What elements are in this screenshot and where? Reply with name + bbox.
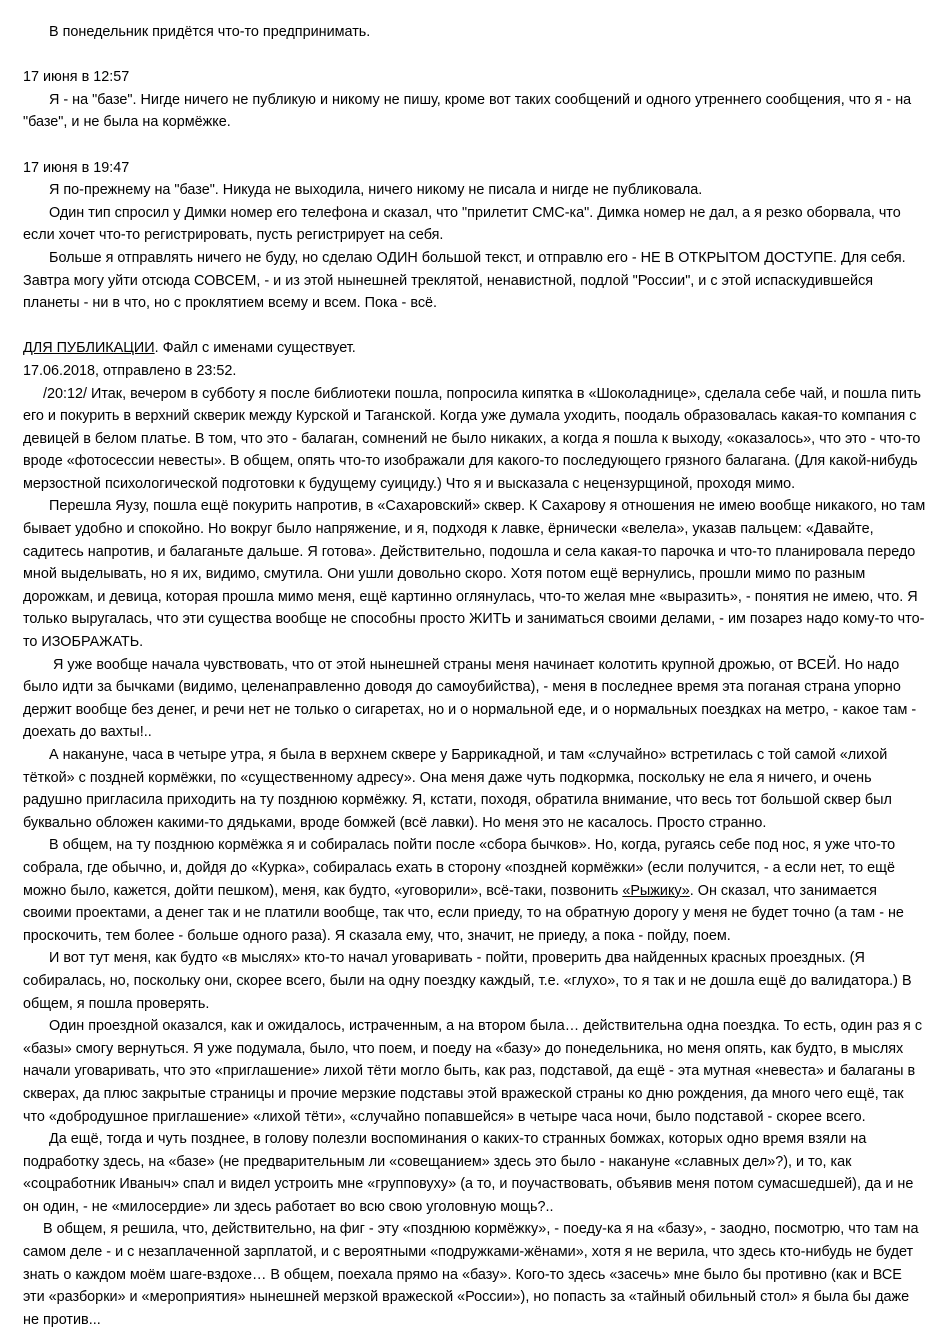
story-paragraph-text: В общем, на ту позднюю кормёжка я и собиралась пойти после «сбора бычков». Но, когда, ругаясь себе под нос, я уже что-то собрала, где обычно, и, дойдя до «Курка», собиралась ехать в сторону «поздней кормёжки» (если получится, - а если нет, то ещё можно было, кажется, дойти пешком), меня, как будто, «уговорили», всё-таки, позвонить <box>23 837 896 899</box>
intro-text: В понедельник придётся что-то предпринимать. <box>49 24 371 40</box>
story-paragraph: Я уже вообще начала чувствовать, что от этой нынешней страны меня начинает колотить крупной дрожью, от ВСЕЙ. Но надо было идти за бычками (видимо, целенаправленно доводя до самоубийства), - меня в последнее время эта поганая страна упорно держит вообще без денег, и речи нет не только о сигаретах, но и о нормальной еде, и о нормальных поездках на метро, - какое там - доехать до вахты!.. <box>23 656 917 741</box>
ryzhik-link[interactable]: «Рыжику» <box>622 882 690 899</box>
entry1-timestamp: 17 июня в 12:57 <box>23 69 130 86</box>
story-paragraph: В общем, я решила, что, действительно, на фиг - эту «позднюю кормёжку», - поеду-ка я на «базу», - заодно, посмотрю, что там на самом деле - и с незаплаченной зарплатой, и с вероятными «подружками-жёнами», хотя я не верила, что здесь кто-нибудь не будет знать о каждом моём шаге-вздохе… В общем, поехала прямо на «базу». Кого-то здесь «засечь» мне было бы противно (как и ВСЕ эти «разборки» и «мероприятия» нынешней мерзкой вражеской «России»), но попасть за «тайный обильный стол» я была бы даже не против... <box>23 1221 919 1328</box>
story-paragraph: Перешла Яузу, пошла ещё покурить напротив, в «Сахаровский» сквер. К Сахарову я отношения не имею вообще никакого, но там бывает удобно и спокойно. Но вокруг было напряжение, и я, подходя к лавке, ёрнически «велела», указав пальцем: «Давайте, садитесь напротив, и балаганьте дальше. Я готова». Действительно, подошла и села какая-то парочка и что-то планировала передо мной выделывать, но я их, видимо, смутила. Они ушли довольно скоро. Хотя потом ещё вернулись, прошли мимо по разным дорожкам, и девица, которая прошла мимо меня, ещё картинно оглянулась, что-то желая мне «выразить», - понятия не имею, что. Я только выругалась, что эти существа вообще не способны просто ЖИТЬ и заниматься своими делами, - им позарез надо кому-то что-то ИЗОБРАЖАТЬ. <box>23 498 926 651</box>
entry2-timestamp: 17 июня в 19:47 <box>23 159 130 176</box>
story-paragraph: Один проездной оказался, как и ожидалось, истраченным, а на втором была… действительна одна поездка. То есть, один раз я с «базы» смогу вернуться. Я уже подумала, было, что поем, и поеду на «базу» до понедельника, но меня опять, как будто, в мыслях начали уговаривать, что это «приглашение» лихой тёти могло быть, как раз, подставой, да ещё - эта мутная «невеста» и балаганы в скверах, да плюс закрытые страницы и прочие мерзкие подставы этой вражеской страны ко дню рождения, да много чего ещё, так что «добродушное приглашение» «лихой тёти», «случайно попавшейся» в четыре часа ночи, было подставой - скорее всего. <box>23 1018 923 1125</box>
spacer <box>23 315 926 338</box>
entry2-paragraph: Я по-прежнему на "базе". Никуда не выходила, ничего никому не писала и нигде не публиковала. <box>49 182 703 199</box>
publication-heading <box>23 337 926 360</box>
spacer <box>23 134 926 157</box>
publication-date: 17.06.2018, отправлено в 23:52. <box>23 362 237 379</box>
story-paragraph-text: . Он сказал, что занимается своими проектами, а денег так и не платили вообще, так что, если приеду, то на обратную дорогу у меня не будет точно (а там - не проскочить, тем более - больше одного раза). Я сказала ему, что, значит, не приеду, а пока - пойду, поем. <box>23 882 904 944</box>
entry2-paragraph: Больше я отправлять ничего не буду, но сделаю ОДИН большой текст, и отправлю его - НЕ В ОТКРЫТОМ ДОСТУПЕ. Для себя. Завтра могу уйти отсюда СОВСЕМ, - и из этой нынешней треклятой, ненавистной, подлой "России", и с этой испаскудившейся планеты - ни в что, но с проклятием всему и всем. Пока - всё. <box>23 249 906 312</box>
spacer <box>23 44 926 67</box>
story-paragraph: А накануне, часа в четыре утра, я была в верхнем сквере у Баррикадной, и там «случайно» встретилась с той самой «лихой тёткой» с поздней кормёжки, по «существенному адресу». Она меня даже чуть подкормка, поскольку не ела я ничего, и очень радушно пригласила приходить на ту позднюю кормёжку. Я, кстати, походя, обратила внимание, что весь тот большой сквер был буквально обложен какими-то дядьками, вроде бомжей (всё лавки). Но меня это не касалось. Просто странно. <box>23 747 892 831</box>
publication-heading-rest: . Файл с именами существует. <box>154 340 356 357</box>
entry1-paragraph: Я - на "базе". Нигде ничего не публикую и никому не пишу, кроме вот таких сообщений и одного утреннего сообщения, что я - на "базе", и не была на кормёжке. <box>23 91 912 131</box>
story-paragraph <box>23 834 926 947</box>
entry2-paragraph: Один тип спросил у Димки номер его телефона и сказал, что "прилетит СМС-ка". Димка номер не дал, а я резко оборвала, что если хочет что-то регистрировать, пусть регистрирует на себя. <box>23 204 901 244</box>
story-paragraph: Да ещё, тогда и чуть позднее, в голову полезли воспоминания о каких-то странных бомжах, которых одно время взяли на подработку здесь, на «базе» (не предварительным ли «совещанием» здесь это было - накануне «славных дел»?), и то, как «соцработник Иваныч» спал и видел устроить мне «групповуху» (а то, и поучаствовать, объявив меня потом сумасшедшей), да и не он один, - не «милосердие» ли здесь работает во всю свою уголовную мощь?.. <box>23 1131 914 1215</box>
story-paragraph: /20:12/ Итак, вечером в субботу я после библиотеки пошла, попросила кипятка в «Шоколаднице», сделала себе чай, и пошла пить его и покурить в верхний скверик между Курской и Таганской. Когда уже думала уходить, поодаль образовалась какая-то компания с девицей в белом платье. В том, что это - балаган, сомнений не было никаких, а когда я пошла к выходу, «оказалось», что это - что-то вроде «фотосессии невесты». В общем, опять что-то изображали для какого-то последующего грязного балагана. (Для какой-нибудь мерзостной психологической подготовки к будущему суициду.) Что я и высказала с нецензурщиной, проходя мимо. <box>23 385 921 492</box>
publication-heading-underlined: ДЛЯ ПУБЛИКАЦИИ <box>23 340 155 357</box>
story-paragraph: И вот тут меня, как будто «в мыслях» кто-то начал уговаривать - пойти, проверить два найденных красных проездных. (Я собиралась, но, поскольку они, скорее всего, были на одну поездку каждый, т.е. «глухо», то я так и не дошла ещё до валидатора.) В общем, я пошла проверять. <box>23 950 912 1012</box>
